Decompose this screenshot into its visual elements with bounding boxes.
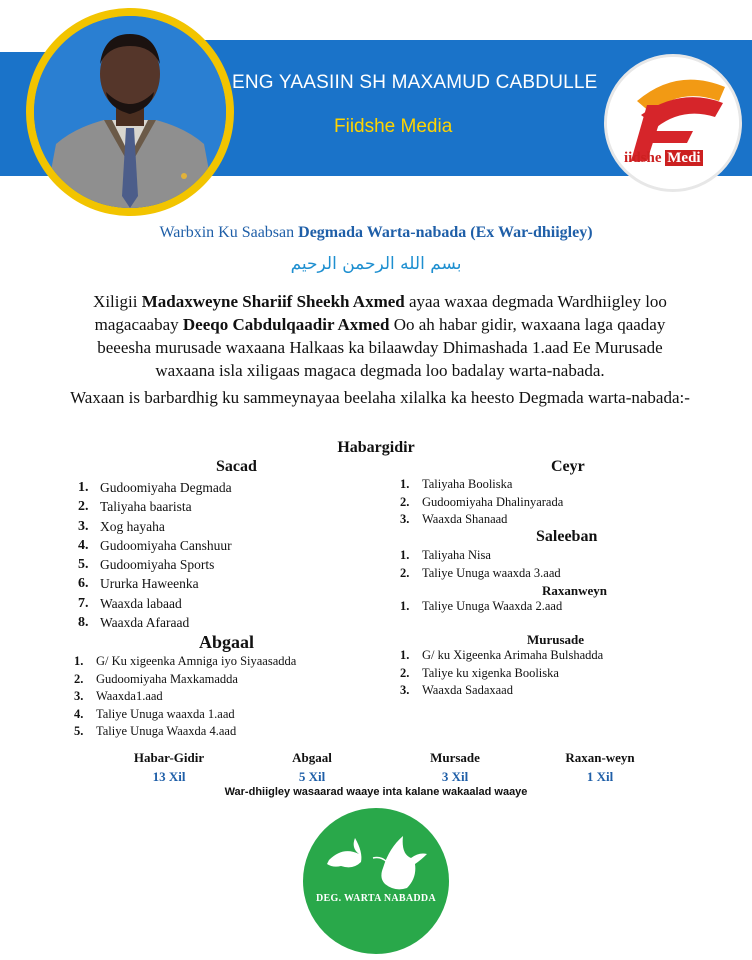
saleeban-list [400, 547, 730, 582]
ceyr-list [400, 476, 730, 529]
abgaal-list [74, 653, 374, 741]
list-number: 5. [74, 724, 84, 738]
list-item [78, 574, 358, 593]
district-emblem [303, 808, 449, 954]
list-item [400, 598, 730, 616]
list-number: 1. [78, 480, 89, 495]
list-text: Taliyaha Booliska [422, 477, 513, 491]
total-mursade [400, 750, 510, 785]
list-text: Gudoomiyaha Canshuur [100, 537, 232, 553]
list-text: Gudoomiyaha Maxkamadda [96, 671, 238, 686]
emblem-label: DEG. WARTA NABADDA [316, 893, 436, 904]
intro-bold-1: Madaxweyne Shariif Sheekh Axmed [141, 292, 405, 311]
total-label: Raxan-weyn [565, 750, 635, 765]
list-number: 3. [400, 512, 410, 526]
header-banner-strip [150, 40, 752, 52]
title-bold: Degmada Warta-nabada (Ex War-dhiigley) [298, 224, 593, 241]
ceyr-heading: Ceyr [551, 458, 585, 475]
comparison-intro: Waxaan is barbardhig ku sammeynayaa beelaha xilalka ka heesto Degmada warta-nabada:- [70, 388, 690, 407]
list-text: Waaxda1.aad [96, 689, 163, 703]
abgaal-heading: Abgaal [199, 632, 255, 652]
intro-text-2: ayaa waxaa degmada Wardhiigley loo magacaabay [94, 292, 667, 334]
basmala: بسم الله الرحمن الرحيم [290, 254, 462, 274]
title-prefix: Warbxin Ku Saabsan [159, 224, 299, 241]
list-number: 2. [400, 665, 410, 680]
page-title [0, 224, 752, 242]
list-number: 4. [74, 706, 84, 721]
list-number: 4. [78, 537, 89, 553]
list-item [78, 478, 358, 497]
list-number: 6. [78, 576, 89, 592]
logo-text-part-b: Medi [667, 150, 701, 166]
raxanweyn-heading: Raxanweyn [542, 583, 608, 598]
list-item [78, 594, 358, 613]
list-item [78, 536, 358, 555]
list-number: 2. [400, 565, 410, 580]
intro-bold-2: Deeqo Cabdulqaadir Axmed [182, 315, 390, 334]
list-text: Taliye Unuga waaxda 3.aad [422, 565, 561, 580]
raxanweyn-list [400, 598, 730, 616]
fiidshe-logo-icon [607, 57, 739, 189]
intro-paragraph [70, 290, 690, 382]
list-number: 2. [78, 499, 89, 515]
list-text: Taliye Unuga Waaxda 4.aad [96, 724, 237, 738]
total-abgaal [257, 750, 367, 785]
list-number: 7. [78, 595, 89, 611]
list-text: Gudoomiyaha Dhalinyarada [422, 494, 564, 509]
list-number: 1. [400, 599, 410, 613]
list-text: Xog hayaha [100, 518, 165, 534]
list-text: G/ ku Xigeenka Arimaha Bulshadda [422, 648, 604, 662]
list-item [74, 723, 374, 741]
list-number: 5. [78, 557, 89, 573]
profile-photo [34, 16, 226, 208]
list-number: 2. [400, 494, 410, 509]
list-text: Taliyaha Nisa [422, 548, 491, 562]
list-item [78, 497, 358, 516]
list-number: 3. [74, 689, 84, 703]
org-name: Fiidshe Media [334, 116, 453, 137]
list-item [400, 665, 730, 683]
total-value: 1 Xil [586, 769, 614, 784]
total-raxan-weyn [545, 750, 655, 785]
footer-note: War-dhiigley wasaarad waaye inta kalane wakaalad waaye [224, 786, 528, 798]
total-value: 5 Xil [298, 769, 326, 784]
doves-icon [303, 808, 449, 954]
logo-text-part-a: iidshe [624, 150, 662, 166]
murusade-list [400, 647, 730, 700]
list-item [74, 653, 374, 671]
fiidshe-logo-text [624, 150, 703, 167]
list-text: Waaxda Sadaxaad [422, 683, 513, 697]
list-item [400, 547, 730, 565]
total-label: Abgaal [292, 750, 332, 765]
total-value: 13 Xil [152, 769, 186, 784]
list-item [74, 671, 374, 689]
habargidir-heading: Habargidir [337, 439, 415, 456]
list-number: 8. [78, 615, 89, 631]
list-text: Gudoomiyaha Sports [100, 557, 215, 573]
list-item [400, 565, 730, 583]
list-text: Waaxda Shanaad [422, 512, 508, 526]
list-text: Taliye ku xigenka Booliska [422, 665, 559, 680]
list-text: Taliye Unuga Waaxda 2.aad [422, 599, 563, 613]
list-text: Taliye Unuga waaxda 1.aad [96, 706, 235, 721]
list-item [400, 682, 730, 700]
intro-text-3: Oo ah habar gidir, waxaana laga qaaday beeesha murusade waxaana Halkaas ka bilaawday Dhimashada 1.aad Ee Murusade waxaana isla xiligaas magaca degmada loo badalay warta-nabada. [97, 315, 666, 380]
list-item [78, 555, 358, 574]
list-item [74, 688, 374, 706]
total-habar-gidir [114, 750, 224, 785]
list-number: 1. [400, 548, 410, 562]
list-item [78, 613, 358, 632]
list-text: G/ Ku xigeenka Amniga iyo Siyaasadda [96, 654, 297, 668]
list-text: Ururka Haweenka [100, 576, 199, 592]
list-item [400, 511, 730, 529]
list-text: Taliyaha baarista [100, 499, 192, 515]
list-number: 3. [400, 683, 410, 697]
list-number: 1. [74, 654, 84, 668]
sacad-heading: Sacad [216, 458, 257, 475]
list-item [74, 706, 374, 724]
list-item [78, 517, 358, 536]
author-name: ENG YAASIIN SH MAXAMUD CABDULLE [232, 72, 598, 93]
total-value: 3 Xil [441, 769, 469, 784]
fiidshe-media-logo [604, 54, 742, 192]
total-label: Habar-Gidir [133, 750, 205, 765]
intro-text-1: Xiligii [93, 292, 142, 311]
list-item [400, 647, 730, 665]
list-item [400, 494, 730, 512]
list-number: 1. [400, 477, 410, 491]
person-portrait-icon [34, 16, 226, 208]
total-label: Mursade [430, 750, 480, 765]
list-text: Waaxda labaad [100, 595, 182, 611]
saleeban-heading: Saleeban [536, 528, 598, 545]
list-text: Waaxda Afaraad [100, 615, 190, 631]
list-text: Gudoomiyaha Degmada [100, 480, 232, 495]
list-number: 3. [78, 518, 89, 534]
list-number: 2. [74, 671, 84, 686]
sacad-list [78, 478, 358, 632]
murusade-heading: Murusade [527, 632, 585, 647]
list-number: 1. [400, 648, 410, 662]
list-item [400, 476, 730, 494]
